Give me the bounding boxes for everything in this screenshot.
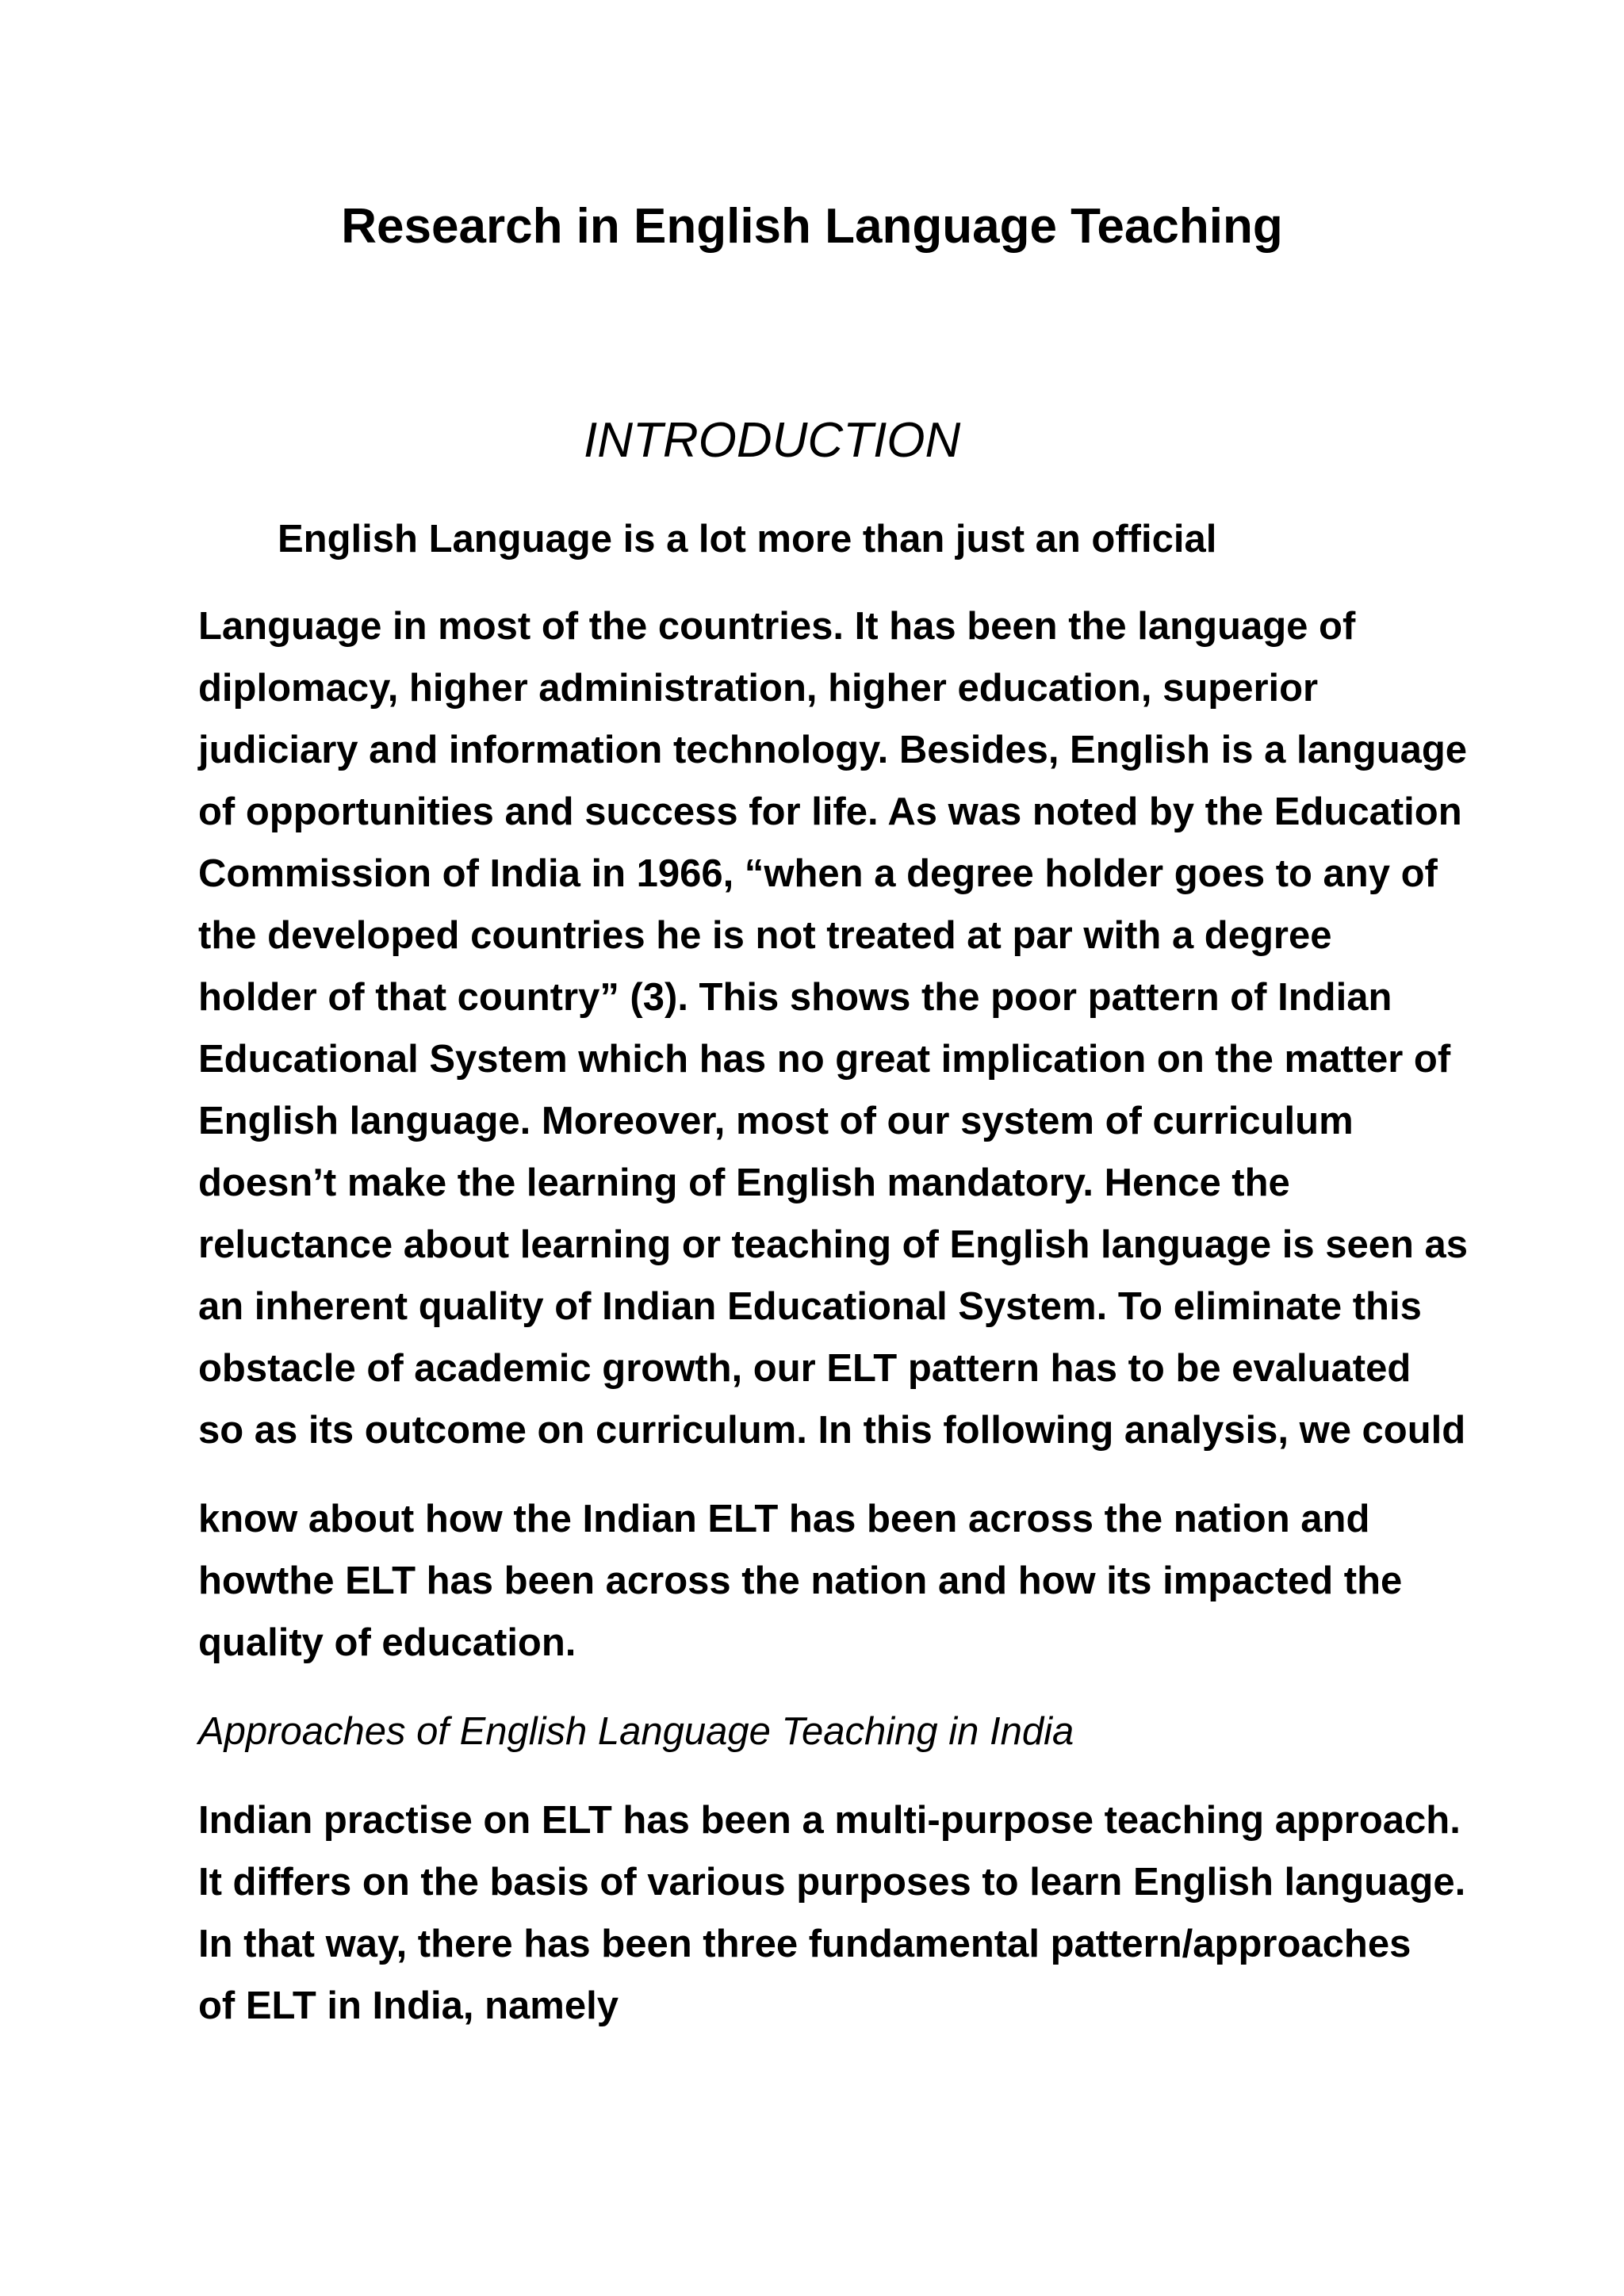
paragraph-line: English Language is a lot more than just an official [278, 518, 1217, 561]
paragraph-line: Educational System which has no great implication on the matter of [198, 1038, 1451, 1081]
paragraph-line: It differs on the basis of various purposes to learn English language. [198, 1861, 1466, 1904]
document-title: Research in English Language Teaching [341, 199, 1283, 254]
paragraph-line: of ELT in India, namely [198, 1984, 619, 2027]
paragraph-line: an inherent quality of Indian Educational System. To eliminate this [198, 1285, 1422, 1328]
paragraph-line: Language in most of the countries. It has been the language of [198, 605, 1356, 648]
paragraph-line: quality of education. [198, 1621, 576, 1664]
paragraph-line: know about how the Indian ELT has been across the nation and [198, 1498, 1370, 1540]
paragraph-line: reluctance about learning or teaching of English language is seen as [198, 1223, 1469, 1266]
paragraph-line: the developed countries he is not treated at par with a degree [198, 914, 1332, 957]
paragraph-line: obstacle of academic growth, our ELT pattern has to be evaluated [198, 1347, 1411, 1390]
paragraph-line: howthe ELT has been across the nation and how its impacted the [198, 1559, 1403, 1602]
paragraph-line: judiciary and information technology. Besides, English is a language [198, 729, 1468, 771]
paragraph-line: Commission of India in 1966, “when a degree holder goes to any of [198, 852, 1438, 895]
paragraph-line: Indian practise on ELT has been a multi-purpose teaching approach. [198, 1799, 1461, 1842]
paragraph-line: diplomacy, higher administration, higher education, superior [198, 667, 1319, 710]
paragraph-line: doesn’t make the learning of English mandatory. Hence the [198, 1161, 1290, 1204]
paragraph-line: of opportunities and success for life. As was noted by the Education [198, 790, 1462, 833]
paragraph-line: In that way, there has been three fundamental pattern/approaches [198, 1923, 1411, 1965]
paragraph-line: so as its outcome on curriculum. In this following analysis, we could [198, 1409, 1466, 1452]
approaches-heading: Approaches of English Language Teaching in India [198, 1710, 1074, 1753]
introduction-heading: INTRODUCTION [584, 413, 961, 468]
paragraph-line: holder of that country” (3). This shows the poor pattern of Indian [198, 976, 1392, 1019]
paragraph-line: English language. Moreover, most of our system of curriculum [198, 1100, 1354, 1142]
